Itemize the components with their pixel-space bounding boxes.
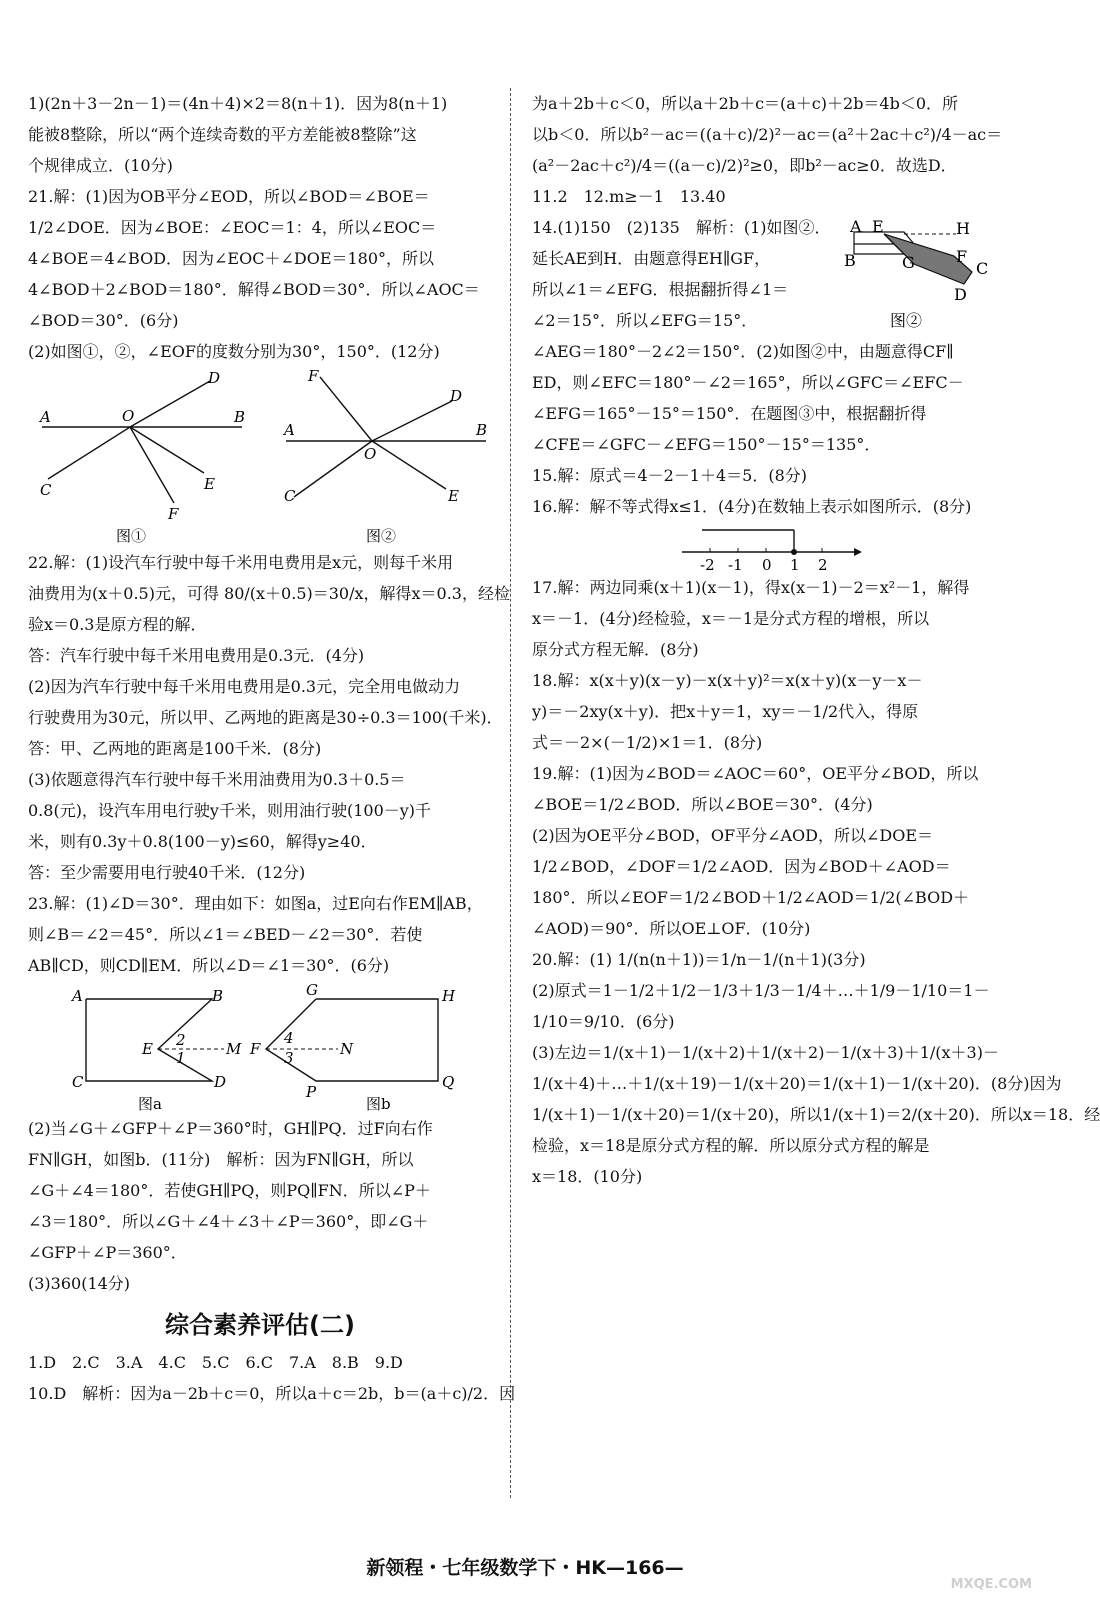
text-line: 22.解：(1)设汽车行驶中每千米用电费用是x元，则每千米用 <box>28 553 454 572</box>
label-c: C <box>40 481 52 499</box>
left-column <box>28 88 516 1409</box>
text-line: y)＝－2xy(x＋y)．把x＋y＝1，xy＝－1/2代入，得原 <box>532 702 919 721</box>
text-line: (2)原式＝1－1/2＋1/2－1/3＋1/3－1/4＋…＋1/9－1/10＝1－ <box>532 981 990 1000</box>
label-d: D <box>208 369 221 387</box>
right-column <box>532 88 1100 1192</box>
problem-14-block <box>532 212 996 336</box>
text-line: 验x＝0.3是原方程的解． <box>28 615 207 634</box>
text-line: 1)(2n＋3－2n－1)＝(4n＋4)×2＝8(n＋1)．因为8(n＋1) <box>28 94 448 113</box>
label-b: B <box>212 987 224 1005</box>
text-line: (2)因为汽车行驶中每千米用电费用是0.3元，完全用电做动力 <box>28 677 461 696</box>
label-o: O <box>122 407 135 425</box>
label-h: H <box>442 987 456 1005</box>
text-line: 14.(1)150 (2)135 解析：(1)如图②． <box>532 218 831 237</box>
figure-1 <box>38 369 245 545</box>
angle-1: 1 <box>176 1049 186 1067</box>
text-line: ∠AEG＝180°－2∠2＝150°．(2)如图②中，由题意得CF∥ <box>532 342 954 361</box>
text-line: ∠BOD＝30°．(6分) <box>28 311 179 330</box>
tick-label: -1 <box>728 556 743 574</box>
text-line: (3)左边＝1/(x＋1)－1/(x＋2)＋1/(x＋2)－1/(x＋3)＋1/(x＋3)－ <box>532 1043 999 1062</box>
label-e: E <box>872 217 884 236</box>
caption-figa: 图a <box>138 1095 162 1113</box>
text-line: 20.解：(1) 1/(n(n＋1))＝1/n－1/(n＋1)(3分) <box>532 950 866 969</box>
text-line: 1/(x＋4)＋…＋1/(x＋19)－1/(x＋20)＝1/(x＋1)－1/(x＋20)．(8分)因为 <box>532 1074 1062 1093</box>
label-a: A <box>72 987 83 1005</box>
text-line: 原分式方程无解．(8分) <box>532 640 699 659</box>
text-line: 15.解：原式＝4－2－1＋4＝5．(8分) <box>532 466 808 485</box>
angle-4: 4 <box>284 1029 294 1047</box>
text-line: 180°．所以∠EOF＝1/2∠BOD＋1/2∠AOD＝1/2(∠BOD＋ <box>532 888 970 907</box>
text-line: 0.8(元)，设汽车用电行驶y千米，则用油行驶(100－y)千 <box>28 801 432 820</box>
label-g: G <box>306 981 318 999</box>
tick-label: 2 <box>818 556 828 574</box>
text-line: 1/2∠BOD，∠DOF＝1/2∠AOD．因为∠BOD＋∠AOD＝ <box>532 857 951 876</box>
label-b: B <box>234 408 246 426</box>
text-line: (3)360(14分) <box>28 1274 131 1293</box>
label-n: N <box>340 1040 354 1058</box>
number-line <box>532 522 996 572</box>
text-line: ∠CFE＝∠GFC－∠EFG＝150°－15°＝135°． <box>532 435 881 454</box>
label-e: E <box>204 475 215 493</box>
tick-label: 1 <box>790 556 800 574</box>
caption-fig14: 图② <box>890 311 923 330</box>
text-line: 答：甲、乙两地的距离是100千米．(8分) <box>28 739 322 758</box>
text-line: 个规律成立．(10分) <box>28 156 173 175</box>
text-line: 答：至少需要用电行驶40千米．(12分) <box>28 863 306 882</box>
text-line: 检验，x＝18是原分式方程的解．所以原分式方程的解是 <box>532 1136 930 1155</box>
text-line: 行驶费用为30元，所以甲、乙两地的距离是30÷0.3＝100(千米)． <box>28 708 503 727</box>
text-line: ∠GFP＋∠P＝360°． <box>28 1243 187 1262</box>
text-line: ∠2＝15°．所以∠EFG＝15°． <box>532 311 758 330</box>
label-g: G <box>902 253 915 272</box>
label-d: D <box>954 285 967 304</box>
text-line: 17.解：两边同乘(x＋1)(x－1)，得x(x－1)－2＝x²－1，解得 <box>532 578 970 597</box>
text-line: 答：汽车行驶中每千米用电费用是0.3元．(4分) <box>28 646 365 665</box>
text-line: 以b＜0．所以b²－ac＝((a＋c)/2)²－ac＝(a²＋2ac＋c²)/4－ac＝ <box>532 125 1003 144</box>
text-line: 23.解：(1)∠D＝30°．理由如下：如图a，过E向右作EM∥AB， <box>28 894 483 913</box>
label-h: H <box>956 219 970 238</box>
section-title: 综合素养评估(二) <box>165 1311 355 1339</box>
tick-label: 0 <box>762 556 772 574</box>
label-c: C <box>976 259 989 278</box>
text-line: ∠G＋∠4＝180°．若使GH∥PQ，则PQ∥FN．所以∠P＋ <box>28 1181 431 1200</box>
caption-fig1: 图① <box>116 527 147 545</box>
figure-14 <box>844 217 994 332</box>
text-line: 4∠BOD＋2∠BOD＝180°．解得∠BOD＝30°．所以∠AOC＝ <box>28 280 480 299</box>
text-line: x＝18．(10分) <box>532 1167 643 1186</box>
label-b: B <box>476 421 488 439</box>
figure-2 <box>282 367 487 545</box>
column-divider <box>510 88 511 1498</box>
label-m: M <box>226 1040 242 1058</box>
text-line: 18.解：x(x＋y)(x－y)－x(x＋y)²＝x(x＋y)(x－y－x－ <box>532 671 923 690</box>
angle-2: 2 <box>176 1031 186 1049</box>
figure-b <box>249 981 456 1113</box>
text-line: ED，则∠EFC＝180°－∠2＝165°，所以∠GFC＝∠EFC－ <box>532 373 964 392</box>
caption-figb: 图b <box>366 1095 391 1113</box>
label-p: P <box>306 1083 317 1101</box>
text-line: 能被8整除，所以“两个连续奇数的平方差能被8整除”这 <box>28 125 417 144</box>
label-q: Q <box>442 1073 455 1091</box>
text-line: ∠BOE＝1/2∠BOD．所以∠BOE＝30°．(4分) <box>532 795 873 814</box>
text-line: ∠3＝180°．所以∠G＋∠4＋∠3＋∠P＝360°，即∠G＋ <box>28 1212 429 1231</box>
label-e: E <box>448 487 459 505</box>
label-c: C <box>284 487 296 505</box>
text-line: (2)因为OE平分∠BOD，OF平分∠AOD，所以∠DOE＝ <box>532 826 934 845</box>
text-line: ∠AOD)＝90°．所以OE⊥OF．(10分) <box>532 919 811 938</box>
text-line: 1.D 2.C 3.A 4.C 5.C 6.C 7.A 8.B 9.D <box>28 1353 403 1372</box>
figure-a-and-b <box>28 981 492 1113</box>
text-line: ∠EFG＝165°－15°＝150°．在题图③中，根据翻折得 <box>532 404 927 423</box>
caption-fig2: 图② <box>366 527 397 545</box>
label-f: F <box>250 1040 261 1058</box>
text-line: 米，则有0.3y＋0.8(100－y)≤60，解得y≥40． <box>28 832 377 851</box>
text-line: 油费用为(x＋0.5)元，可得 80/(x＋0.5)＝30/x，解得x＝0.3，经检 <box>28 584 510 603</box>
text-line: 1/2∠DOE．因为∠BOE：∠EOC＝1：4，所以∠EOC＝ <box>28 218 437 237</box>
label-f: F <box>956 247 968 266</box>
label-e: E <box>142 1040 153 1058</box>
text-line: (2)如图①，②，∠EOF的度数分别为30°，150°．(12分) <box>28 342 440 361</box>
watermark-logo: MXQE.COM <box>950 1577 1032 1592</box>
text-line: 16.解：解不等式得x≤1．(4分)在数轴上表示如图所示．(8分) <box>532 497 972 516</box>
figure-1-and-2 <box>28 367 492 547</box>
text-line: 式＝－2×(－1/2)×1＝1．(8分) <box>532 733 763 752</box>
text-line: (2)当∠G＋∠GFP＋∠P＝360°时，GH∥PQ．过F向右作 <box>28 1119 433 1138</box>
page-footer: 新领程・七年级数学下・HK—166— <box>366 1557 684 1579</box>
tick-label: -2 <box>700 556 715 574</box>
text-line: 11.2 12.m≥－1 13.40 <box>532 187 726 206</box>
text-line: 10.D 解析：因为a－2b＋c＝0，所以a＋c＝2b，b＝(a＋c)/2．因 <box>28 1384 516 1403</box>
text-line: (a²－2ac＋c²)/4＝((a－c)/2)²≥0，即b²－ac≥0．故选D． <box>532 156 957 175</box>
text-line: FN∥GH，如图b．(11分) 解析：因为FN∥GH，所以 <box>28 1150 414 1169</box>
text-line: (3)依题意得汽车行驶中每千米用油费用为0.3＋0.5＝ <box>28 770 406 789</box>
label-a: A <box>284 421 295 439</box>
text-line: 则∠B＝∠2＝45°．所以∠1＝∠BED－∠2＝30°．若使 <box>28 925 423 944</box>
text-line: 延长AE到H．由题意得EH∥GF， <box>532 249 771 268</box>
text-line: 为a＋2b＋c＜0，所以a＋2b＋c＝(a＋c)＋2b＝4b＜0．所 <box>532 94 959 113</box>
label-a: A <box>40 408 51 426</box>
label-d: D <box>214 1073 227 1091</box>
figure-a <box>70 987 242 1113</box>
label-c: C <box>72 1073 84 1091</box>
label-f: F <box>308 367 319 385</box>
text-line: AB∥CD，则CD∥EM．所以∠D＝∠1＝30°．(6分) <box>28 956 390 975</box>
text-line: x＝－1．(4分)经检验，x＝－1是分式方程的增根，所以 <box>532 609 930 628</box>
label-o: O <box>364 445 377 463</box>
text-line: 21.解：(1)因为OB平分∠EOD，所以∠BOD＝∠BOE＝ <box>28 187 430 206</box>
text-line: 4∠BOE＝4∠BOD．因为∠EOC＋∠DOE＝180°，所以 <box>28 249 435 268</box>
text-line: 1/10＝9/10．(6分) <box>532 1012 675 1031</box>
angle-3: 3 <box>284 1049 294 1067</box>
label-d: D <box>450 387 463 405</box>
text-line: 所以∠1＝∠EFG．根据翻折得∠1＝ <box>532 280 789 299</box>
text-line: 1/(x＋1)－1/(x＋20)＝1/(x＋20)，所以1/(x＋1)＝2/(x＋20)．所以x＝18．经 <box>532 1105 1100 1124</box>
label-f: F <box>168 505 179 523</box>
label-b: B <box>844 251 856 270</box>
text-line: 19.解：(1)因为∠BOD＝∠AOC＝60°，OE平分∠BOD，所以 <box>532 764 979 783</box>
label-a: A <box>850 217 862 236</box>
